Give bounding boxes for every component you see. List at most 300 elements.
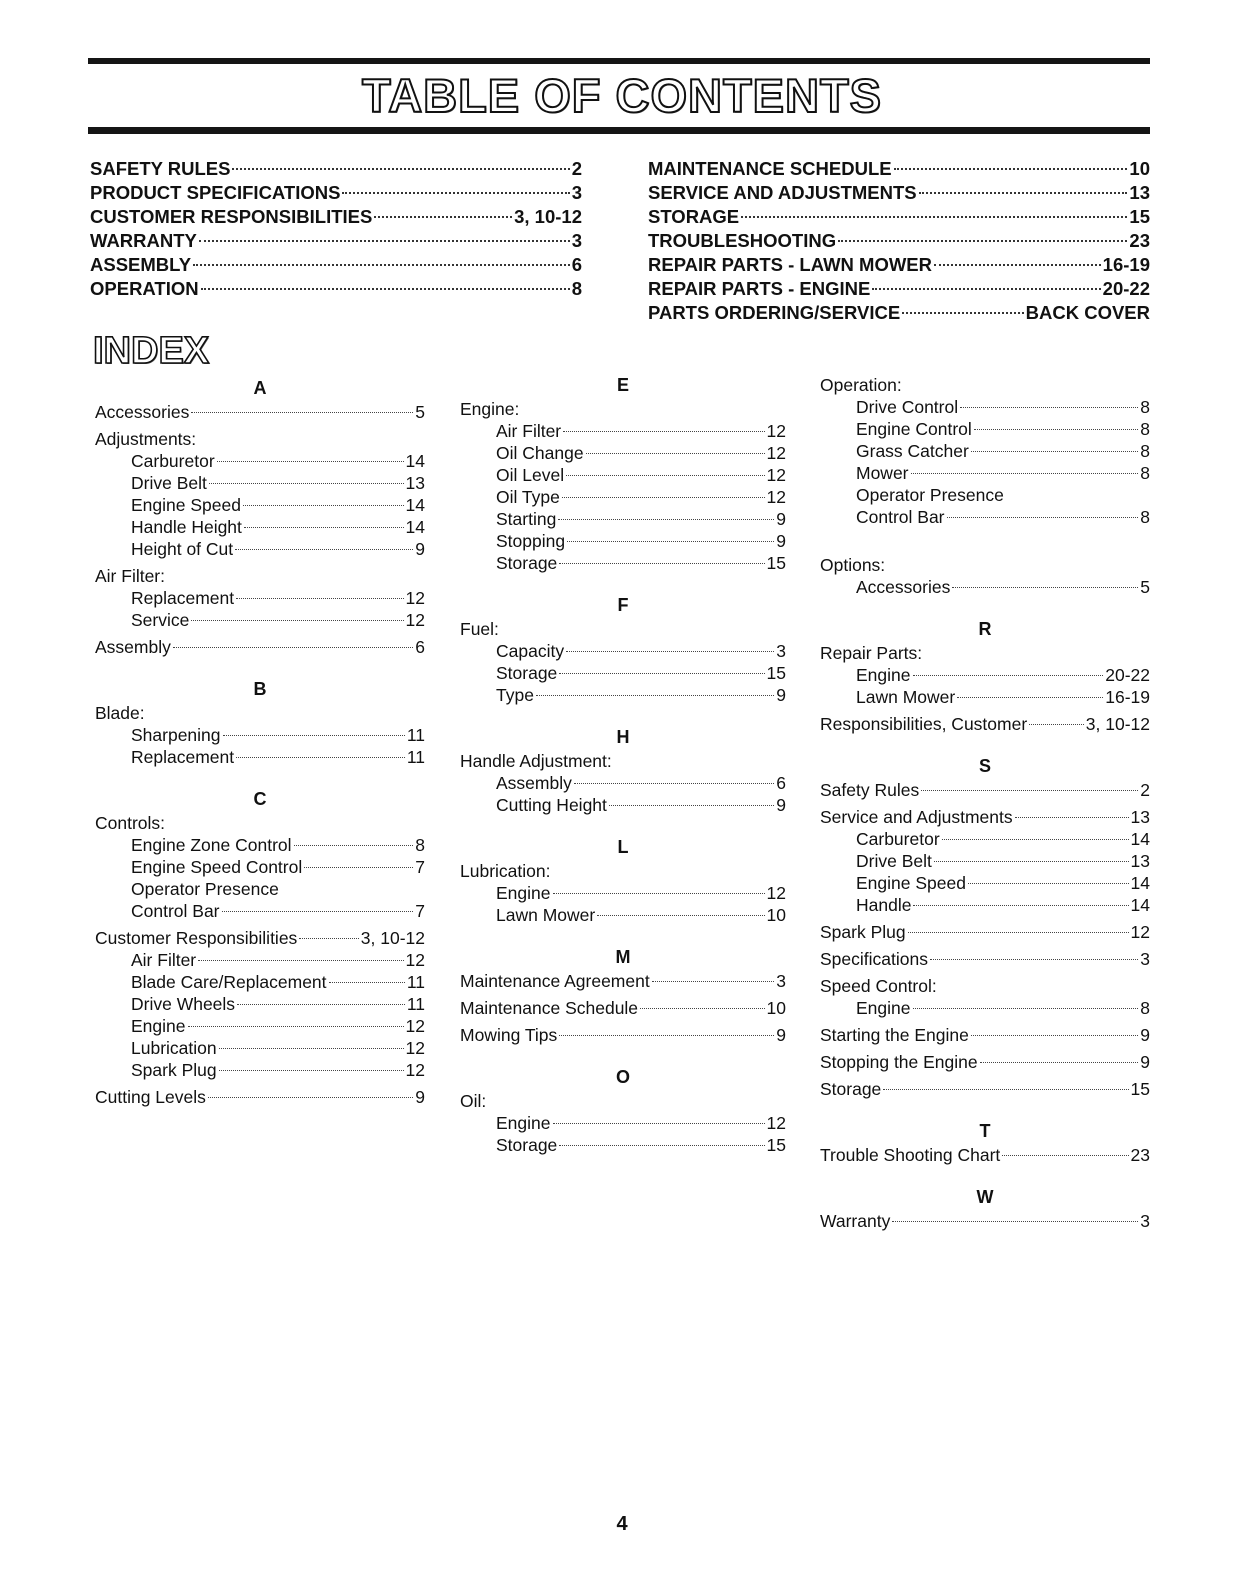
dot-leader xyxy=(235,549,413,550)
entry-page: 12 xyxy=(1130,922,1150,942)
entry-label: Replacement xyxy=(131,588,235,608)
toc-entry xyxy=(648,181,1150,205)
index-column-3 xyxy=(820,374,1150,1232)
entry-page: 8 xyxy=(1140,397,1150,417)
dot-leader xyxy=(198,960,403,961)
index-heading: Options: xyxy=(820,555,886,575)
entry-label: Engine Speed xyxy=(131,495,241,515)
dot-leader xyxy=(974,429,1138,430)
entry-page: 13 xyxy=(405,473,425,493)
index-subentry xyxy=(460,662,786,684)
entry-page: 15 xyxy=(766,663,786,683)
dot-leader xyxy=(559,1145,764,1146)
dot-leader xyxy=(232,168,569,170)
entry-label: Stopping xyxy=(496,531,566,551)
dot-leader xyxy=(741,216,1127,218)
dot-leader xyxy=(243,505,404,506)
entry-page: 12 xyxy=(766,1113,786,1133)
entry-label: Height of Cut xyxy=(131,539,234,559)
entry-page: 12 xyxy=(405,1060,425,1080)
entry-page: 14 xyxy=(1130,873,1150,893)
index-entry xyxy=(820,779,1150,801)
entry-label: Drive Wheels xyxy=(131,994,236,1014)
entry-page: 9 xyxy=(776,1025,786,1045)
entry-label: Air Filter xyxy=(496,421,562,441)
entry-page: 14 xyxy=(405,495,425,515)
dot-leader xyxy=(586,453,765,454)
entry-page: 7 xyxy=(415,857,425,877)
dot-leader xyxy=(329,982,405,983)
index-subentry xyxy=(460,420,786,442)
dot-leader xyxy=(911,473,1139,474)
dot-leader xyxy=(199,240,570,242)
index-subentry xyxy=(460,772,786,794)
toc-page: 8 xyxy=(571,278,582,299)
toc-entry xyxy=(90,157,582,181)
index-subentry xyxy=(460,684,786,706)
entry-label: Storage xyxy=(496,663,558,683)
entry-page: 9 xyxy=(415,539,425,559)
index-subentry xyxy=(460,442,786,464)
entry-label: Air Filter xyxy=(131,950,197,970)
entry-label: Customer Responsibilities xyxy=(95,928,298,948)
toc-page: 15 xyxy=(1129,206,1150,227)
entry-page: 8 xyxy=(1140,441,1150,461)
entry-label: Cutting Levels xyxy=(95,1087,206,1107)
dot-leader xyxy=(217,461,404,462)
index-subentry xyxy=(460,1112,786,1134)
index-letter-o: O xyxy=(615,1067,630,1087)
dot-leader xyxy=(553,893,765,894)
entry-label: Maintenance Agreement xyxy=(460,971,650,991)
dot-leader xyxy=(219,1048,404,1049)
entry-label: Sharpening xyxy=(131,725,221,745)
index-letter-r: R xyxy=(978,619,992,639)
index-subentry xyxy=(820,418,1150,440)
dot-leader xyxy=(566,475,764,476)
entry-label: Drive Belt xyxy=(131,473,207,493)
entry-label: Service and Adjustments xyxy=(820,807,1013,827)
entry-label: Type xyxy=(496,685,534,705)
page-number: 4 xyxy=(616,1513,628,1535)
dot-leader xyxy=(559,1035,774,1036)
dot-leader xyxy=(558,519,774,520)
entry-page: 7 xyxy=(415,901,425,921)
dot-leader xyxy=(374,216,512,218)
index-letter-b: B xyxy=(253,679,267,699)
entry-page: 3, 10-12 xyxy=(360,928,425,948)
entry-page: 9 xyxy=(776,685,786,705)
index-entry xyxy=(820,1024,1150,1046)
index-subentry xyxy=(460,640,786,662)
toc-entry xyxy=(90,181,582,205)
dot-leader xyxy=(934,861,1129,862)
dot-leader xyxy=(913,675,1104,676)
toc-page: 2 xyxy=(571,158,582,179)
dot-leader xyxy=(236,598,403,599)
entry-page: 5 xyxy=(415,402,425,422)
toc-title: TABLE OF CONTENTS xyxy=(361,69,883,122)
index-entry xyxy=(95,1086,425,1108)
dot-leader xyxy=(566,651,774,652)
index-subentry xyxy=(820,576,1150,598)
dot-leader xyxy=(536,695,774,696)
entry-label: Trouble Shooting Chart xyxy=(820,1145,1001,1165)
toc-page: 20-22 xyxy=(1102,278,1150,299)
entry-page: 2 xyxy=(1140,780,1150,800)
dot-leader xyxy=(222,911,414,912)
toc-label: SAFETY RULES xyxy=(90,158,231,179)
entry-label: Engine xyxy=(131,1016,186,1036)
entry-page: 15 xyxy=(1130,1079,1150,1099)
dot-leader xyxy=(191,412,413,413)
entry-label: Capacity xyxy=(496,641,565,661)
entry-label: Assembly xyxy=(95,637,171,657)
entry-page: 12 xyxy=(405,1038,425,1058)
dot-leader xyxy=(908,932,1129,933)
toc-label: SERVICE AND ADJUSTMENTS xyxy=(648,182,917,203)
entry-page: 9 xyxy=(776,795,786,815)
toc-page: 23 xyxy=(1129,230,1150,251)
index-subentry xyxy=(820,997,1150,1019)
entry-page: 14 xyxy=(405,517,425,537)
entry-label: Carburetor xyxy=(131,451,215,471)
entry-page: 14 xyxy=(405,451,425,471)
index-subentry-label: Operator Presence xyxy=(856,485,1004,505)
index-letter-h: H xyxy=(616,727,630,747)
entry-page: 16-19 xyxy=(1105,687,1150,707)
index-letter-f: F xyxy=(617,595,629,615)
index-column-2 xyxy=(460,372,786,1156)
index-subentry xyxy=(95,538,425,560)
entry-label: Drive Control xyxy=(856,397,959,417)
dot-leader xyxy=(980,1062,1139,1063)
index-subentry xyxy=(95,724,425,746)
toc-label: MAINTENANCE SCHEDULE xyxy=(648,158,892,179)
index-subentry xyxy=(95,856,425,878)
entry-page: 14 xyxy=(1130,829,1150,849)
entry-label: Engine xyxy=(496,1113,551,1133)
entry-label: Spark Plug xyxy=(820,922,906,942)
dot-leader xyxy=(934,264,1101,266)
entry-label: Engine Control xyxy=(856,419,972,439)
toc-label: REPAIR PARTS - LAWN MOWER xyxy=(648,254,932,275)
entry-page: 12 xyxy=(766,883,786,903)
dot-leader xyxy=(201,288,570,290)
entry-label: Responsibilities, Customer xyxy=(820,714,1028,734)
toc-entry xyxy=(648,229,1150,253)
entry-page: 9 xyxy=(776,531,786,551)
index-heading: Blade: xyxy=(95,703,145,723)
entry-label: Blade Care/Replacement xyxy=(131,972,327,992)
entry-page: 12 xyxy=(766,443,786,463)
index-subentry xyxy=(95,834,425,856)
index-letter-a: A xyxy=(253,378,267,398)
toc-page: 3 xyxy=(571,182,582,203)
index-heading: Adjustments: xyxy=(95,429,197,449)
dot-leader xyxy=(919,192,1128,194)
index-entry xyxy=(820,1210,1150,1232)
entry-label: Engine xyxy=(496,883,551,903)
index-entry xyxy=(820,1144,1150,1166)
index-heading: Operation: xyxy=(820,375,902,395)
dot-leader xyxy=(223,735,405,736)
entry-page: 12 xyxy=(766,465,786,485)
index-letter-e: E xyxy=(616,375,629,395)
entry-page: 8 xyxy=(1140,419,1150,439)
index-subentry xyxy=(820,850,1150,872)
toc-page: 10 xyxy=(1129,158,1150,179)
toc-label: PRODUCT SPECIFICATIONS xyxy=(90,182,341,203)
index-entry xyxy=(460,997,786,1019)
entry-page: 6 xyxy=(415,637,425,657)
dot-leader xyxy=(960,407,1138,408)
entry-page: 8 xyxy=(1140,507,1150,527)
dot-leader xyxy=(237,1004,405,1005)
entry-page: 3 xyxy=(776,641,786,661)
toc-page: BACK COVER xyxy=(1025,302,1150,323)
index-heading: Oil: xyxy=(460,1091,487,1111)
index-subentry xyxy=(460,486,786,508)
toc-label: CUSTOMER RESPONSIBILITIES xyxy=(90,206,373,227)
dot-leader xyxy=(883,1089,1128,1090)
entry-label: Engine xyxy=(856,665,911,685)
dot-leader xyxy=(930,959,1138,960)
entry-label: Service xyxy=(131,610,190,630)
index-subentry xyxy=(820,872,1150,894)
entry-page: 3 xyxy=(1140,1211,1150,1231)
title-underline-rule xyxy=(88,127,1150,134)
index-heading: Air Filter: xyxy=(95,566,165,586)
dot-leader xyxy=(559,563,764,564)
dot-leader xyxy=(838,240,1127,242)
index-entry xyxy=(95,401,425,423)
index-subentry xyxy=(95,450,425,472)
index-subentry xyxy=(95,1015,425,1037)
toc-entry xyxy=(90,253,582,277)
dot-leader xyxy=(1015,817,1129,818)
entry-page: 13 xyxy=(1130,851,1150,871)
entry-label: Replacement xyxy=(131,747,235,767)
entry-page: 12 xyxy=(405,588,425,608)
index-subentry xyxy=(820,828,1150,850)
entry-label: Mower xyxy=(856,463,909,483)
toc-label: REPAIR PARTS - ENGINE xyxy=(648,278,871,299)
dot-leader xyxy=(971,1035,1138,1036)
entry-page: 6 xyxy=(776,773,786,793)
index-subentry xyxy=(95,746,425,768)
entry-label: Lubrication xyxy=(131,1038,217,1058)
entry-label: Control Bar xyxy=(131,901,220,921)
toc-page: 6 xyxy=(571,254,582,275)
dot-leader xyxy=(609,805,774,806)
index-subentry xyxy=(95,1059,425,1081)
index-entry xyxy=(820,713,1150,735)
dot-leader xyxy=(952,587,1138,588)
index-entry xyxy=(820,806,1150,828)
toc-label: PARTS ORDERING/SERVICE xyxy=(648,302,901,323)
toc-entry xyxy=(648,157,1150,181)
dot-leader xyxy=(913,905,1128,906)
entry-label: Control Bar xyxy=(856,507,945,527)
dot-leader xyxy=(294,845,414,846)
index-subentry xyxy=(460,904,786,926)
entry-label: Safety Rules xyxy=(820,780,920,800)
entry-page: 15 xyxy=(766,1135,786,1155)
index-subentry xyxy=(95,587,425,609)
index-subentry xyxy=(460,1134,786,1156)
toc-label: WARRANTY xyxy=(90,230,197,251)
index-title: INDEX xyxy=(93,330,210,372)
entry-label: Mowing Tips xyxy=(460,1025,558,1045)
index-subentry xyxy=(95,949,425,971)
entry-page: 12 xyxy=(766,421,786,441)
toc-page: 13 xyxy=(1129,182,1150,203)
entry-label: Oil Level xyxy=(496,465,565,485)
dot-leader xyxy=(193,264,570,266)
dot-leader xyxy=(1029,724,1084,725)
entry-page: 8 xyxy=(415,835,425,855)
entry-label: Maintenance Schedule xyxy=(460,998,639,1018)
index-heading: Handle Adjustment: xyxy=(460,751,612,771)
entry-label: Accessories xyxy=(856,577,951,597)
dot-leader xyxy=(957,697,1103,698)
toc-entry xyxy=(90,229,582,253)
index-subentry xyxy=(460,552,786,574)
toc-page: 3, 10-12 xyxy=(514,206,582,227)
index-subentry xyxy=(460,508,786,530)
entry-label: Storage xyxy=(496,553,558,573)
index-heading: Lubrication: xyxy=(460,861,551,881)
index-subentry xyxy=(95,516,425,538)
index-heading: Fuel: xyxy=(460,619,499,639)
index-entry xyxy=(820,1051,1150,1073)
entry-label: Accessories xyxy=(95,402,190,422)
toc-entry xyxy=(648,277,1150,301)
index-subentry xyxy=(95,494,425,516)
dot-leader xyxy=(173,647,413,648)
entry-label: Engine xyxy=(856,998,911,1018)
entry-label: Oil Type xyxy=(496,487,560,507)
entry-label: Handle Height xyxy=(131,517,242,537)
index-subentry xyxy=(95,472,425,494)
dot-leader xyxy=(574,783,774,784)
entry-label: Storage xyxy=(820,1079,882,1099)
index-letter-t: T xyxy=(979,1121,991,1141)
toc-label: TROUBLESHOOTING xyxy=(648,230,837,251)
toc-label: OPERATION xyxy=(90,278,199,299)
index-column-1 xyxy=(95,375,425,1108)
index-entry xyxy=(95,636,425,658)
dot-leader xyxy=(209,483,404,484)
index-subentry xyxy=(95,993,425,1015)
dot-leader xyxy=(342,192,569,194)
index-subentry xyxy=(460,882,786,904)
toc-label: STORAGE xyxy=(648,206,740,227)
index-subentry xyxy=(820,440,1150,462)
entry-page: 9 xyxy=(415,1087,425,1107)
dot-leader xyxy=(971,451,1138,452)
entry-page: 11 xyxy=(406,994,425,1014)
entry-label: Specifications xyxy=(820,949,928,969)
dot-leader xyxy=(652,981,775,982)
index-letter-w: W xyxy=(976,1187,994,1207)
entry-label: Engine Zone Control xyxy=(131,835,292,855)
index-subentry xyxy=(820,664,1150,686)
toc-entry xyxy=(648,205,1150,229)
entry-page: 8 xyxy=(1140,998,1150,1018)
entry-page: 10 xyxy=(766,998,786,1018)
index-entry xyxy=(820,921,1150,943)
index-heading: Speed Control: xyxy=(820,976,937,996)
index-letter-c: C xyxy=(253,789,267,809)
top-rule xyxy=(88,58,1150,64)
entry-label: Engine Speed xyxy=(856,873,966,893)
dot-leader xyxy=(208,1097,413,1098)
index-heading: Controls: xyxy=(95,813,166,833)
entry-page: 9 xyxy=(1140,1025,1150,1045)
entry-page: 11 xyxy=(406,747,425,767)
entry-page: 12 xyxy=(405,610,425,630)
dot-leader xyxy=(942,839,1129,840)
entry-label: Assembly xyxy=(496,773,572,793)
dot-leader xyxy=(567,541,774,542)
entry-page: 23 xyxy=(1130,1145,1150,1165)
toc-right-column xyxy=(648,157,1150,325)
index-subentry xyxy=(95,900,425,922)
entry-page: 9 xyxy=(1140,1052,1150,1072)
dot-leader xyxy=(562,497,765,498)
toc-entry xyxy=(90,277,582,301)
entry-label: Carburetor xyxy=(856,829,940,849)
index-letter-l: L xyxy=(617,837,629,857)
entry-page: 12 xyxy=(766,487,786,507)
index-subentry xyxy=(820,506,1150,528)
index-subentry xyxy=(820,396,1150,418)
toc-entry xyxy=(648,301,1150,325)
dot-leader xyxy=(894,168,1128,170)
entry-page: 9 xyxy=(776,509,786,529)
dot-leader xyxy=(1002,1155,1128,1156)
dot-leader xyxy=(640,1008,764,1009)
dot-leader xyxy=(892,1221,1138,1222)
entry-page: 5 xyxy=(1140,577,1150,597)
toc-entry xyxy=(90,205,582,229)
entry-label: Engine Speed Control xyxy=(131,857,303,877)
index-subentry xyxy=(820,686,1150,708)
index-entry xyxy=(95,927,425,949)
entry-label: Cutting Height xyxy=(496,795,607,815)
entry-label: Warranty xyxy=(820,1211,891,1231)
dot-leader xyxy=(559,673,764,674)
entry-page: 11 xyxy=(406,725,425,745)
index-subentry xyxy=(460,530,786,552)
dot-leader xyxy=(597,915,764,916)
entry-page: 14 xyxy=(1130,895,1150,915)
index-letter-s: S xyxy=(978,756,991,776)
index-subentry xyxy=(460,794,786,816)
dot-leader xyxy=(244,527,404,528)
entry-label: Stopping the Engine xyxy=(820,1052,978,1072)
dot-leader xyxy=(921,790,1138,791)
dot-leader xyxy=(304,867,413,868)
entry-label: Grass Catcher xyxy=(856,441,969,461)
entry-page: 15 xyxy=(766,553,786,573)
entry-label: Lawn Mower xyxy=(496,905,596,925)
entry-label: Storage xyxy=(496,1135,558,1155)
dot-leader xyxy=(236,757,405,758)
entry-page: 8 xyxy=(1140,463,1150,483)
